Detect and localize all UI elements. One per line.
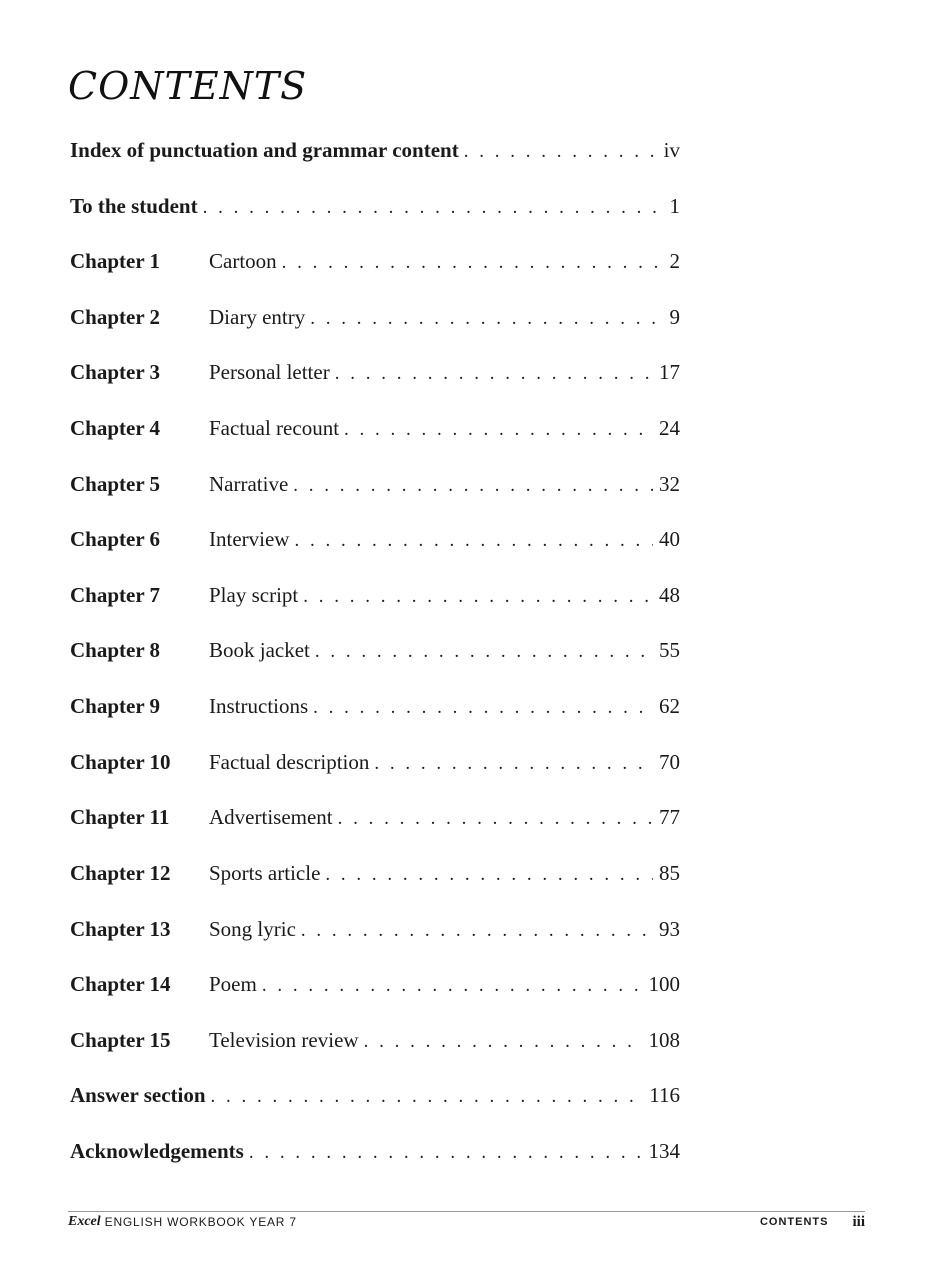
toc-entry-label: Answer section	[70, 1083, 206, 1107]
dot-leader	[262, 971, 643, 1001]
toc-chapter-14[interactable]	[70, 969, 680, 999]
toc-chapter-4[interactable]	[70, 413, 680, 443]
toc-chapter-6[interactable]	[70, 524, 680, 554]
toc-chapter-8[interactable]	[70, 635, 680, 665]
toc-chapter-10[interactable]	[70, 747, 680, 777]
dot-leader	[344, 415, 653, 445]
toc-page-number: 2	[669, 249, 680, 273]
chapter-number: Chapter 15	[70, 1028, 171, 1052]
chapter-number: Chapter 7	[70, 583, 161, 607]
toc-page-number: 70	[659, 750, 680, 774]
chapter-title: Instructions	[209, 694, 309, 718]
toc-page-number: 77	[659, 805, 680, 829]
footer-page-number: iii	[852, 1213, 865, 1230]
toc-page-number: 116	[649, 1083, 680, 1107]
toc-entry-label: Acknowledgements	[70, 1139, 244, 1163]
toc-chapter-3[interactable]	[70, 357, 680, 387]
toc-chapter-13[interactable]	[70, 914, 680, 944]
toc-chapter-5[interactable]	[70, 469, 680, 499]
chapter-number: Chapter 1	[70, 249, 161, 273]
dot-leader	[203, 193, 664, 223]
chapter-number: Chapter 9	[70, 694, 161, 718]
dot-leader	[310, 304, 663, 334]
chapter-number: Chapter 5	[70, 472, 161, 496]
toc-entry-answer-section[interactable]	[70, 1080, 680, 1110]
toc-page-number: 17	[659, 360, 680, 384]
toc-page-number: iv	[663, 138, 680, 162]
chapter-number: Chapter 14	[70, 972, 171, 996]
toc-page-number: 85	[659, 861, 680, 885]
toc-chapter-15[interactable]	[70, 1025, 680, 1055]
toc-page-number: 134	[648, 1139, 680, 1163]
dot-leader	[211, 1082, 644, 1112]
toc-entry-acknowledgements[interactable]	[70, 1136, 680, 1166]
toc-page-number: 108	[648, 1028, 680, 1052]
toc-page-number: 24	[659, 416, 680, 440]
chapter-number: Chapter 2	[70, 305, 161, 329]
toc-chapter-9[interactable]	[70, 691, 680, 721]
dot-leader	[282, 248, 664, 278]
dot-leader	[374, 749, 653, 779]
dot-leader	[294, 526, 653, 556]
page-footer	[68, 1213, 865, 1231]
chapter-number: Chapter 3	[70, 360, 161, 384]
chapter-title: Personal letter	[209, 360, 330, 384]
dot-leader	[335, 359, 653, 389]
toc-page-number: 62	[659, 694, 680, 718]
chapter-title: Factual description	[209, 750, 370, 774]
chapter-number: Chapter 11	[70, 805, 170, 829]
toc-chapter-11[interactable]	[70, 802, 680, 832]
chapter-number: Chapter 4	[70, 416, 161, 440]
toc-page-number: 55	[659, 638, 680, 662]
dot-leader	[325, 860, 653, 890]
dot-leader	[364, 1027, 643, 1057]
chapter-title: Narrative	[209, 472, 289, 496]
dot-leader	[315, 637, 653, 667]
chapter-number: Chapter 13	[70, 917, 171, 941]
toc-entry-to-the-student[interactable]	[70, 191, 680, 221]
chapter-title: Poem	[209, 972, 257, 996]
chapter-number: Chapter 12	[70, 861, 171, 885]
toc-page-number: 48	[659, 583, 680, 607]
chapter-title: Sports article	[209, 861, 321, 885]
chapter-title: Factual recount	[209, 416, 340, 440]
dot-leader	[293, 471, 653, 501]
chapter-title: Advertisement	[209, 805, 333, 829]
dot-leader	[313, 693, 653, 723]
toc-chapter-12[interactable]	[70, 858, 680, 888]
toc-page-number: 100	[648, 972, 680, 996]
page-title: CONTENTS	[68, 64, 308, 108]
toc-chapter-1[interactable]	[70, 246, 680, 276]
chapter-title: Television review	[209, 1028, 359, 1052]
chapter-title: Book jacket	[209, 638, 310, 662]
chapter-number: Chapter 10	[70, 750, 171, 774]
dot-leader	[249, 1138, 643, 1168]
chapter-title: Song lyric	[209, 917, 296, 941]
footer-brand: Excel	[68, 1214, 101, 1229]
toc-page-number: 9	[669, 305, 680, 329]
toc-entry-label: To the student	[70, 194, 198, 218]
chapter-number: Chapter 6	[70, 527, 161, 551]
dot-leader	[464, 137, 658, 167]
chapter-title: Cartoon	[209, 249, 277, 273]
chapter-title: Play script	[209, 583, 299, 607]
dot-leader	[303, 582, 653, 612]
toc-entry-label: Index of punctuation and grammar content	[70, 138, 459, 162]
dot-leader	[338, 804, 653, 834]
toc-entry-index[interactable]	[70, 135, 680, 165]
toc-page-number: 40	[659, 527, 680, 551]
footer-book-title: ENGLISH WORKBOOK YEAR 7	[104, 1215, 297, 1229]
footer-section-label: CONTENTS	[759, 1216, 829, 1228]
toc-page-number: 32	[659, 472, 680, 496]
toc-chapter-7[interactable]	[70, 580, 680, 610]
toc-page-number: 93	[659, 917, 680, 941]
chapter-title: Diary entry	[209, 305, 306, 329]
chapter-title: Interview	[209, 527, 290, 551]
toc-chapter-2[interactable]	[70, 302, 680, 332]
footer-divider	[68, 1211, 865, 1212]
toc-page-number: 1	[669, 194, 680, 218]
chapter-number: Chapter 8	[70, 638, 161, 662]
dot-leader	[301, 916, 653, 946]
